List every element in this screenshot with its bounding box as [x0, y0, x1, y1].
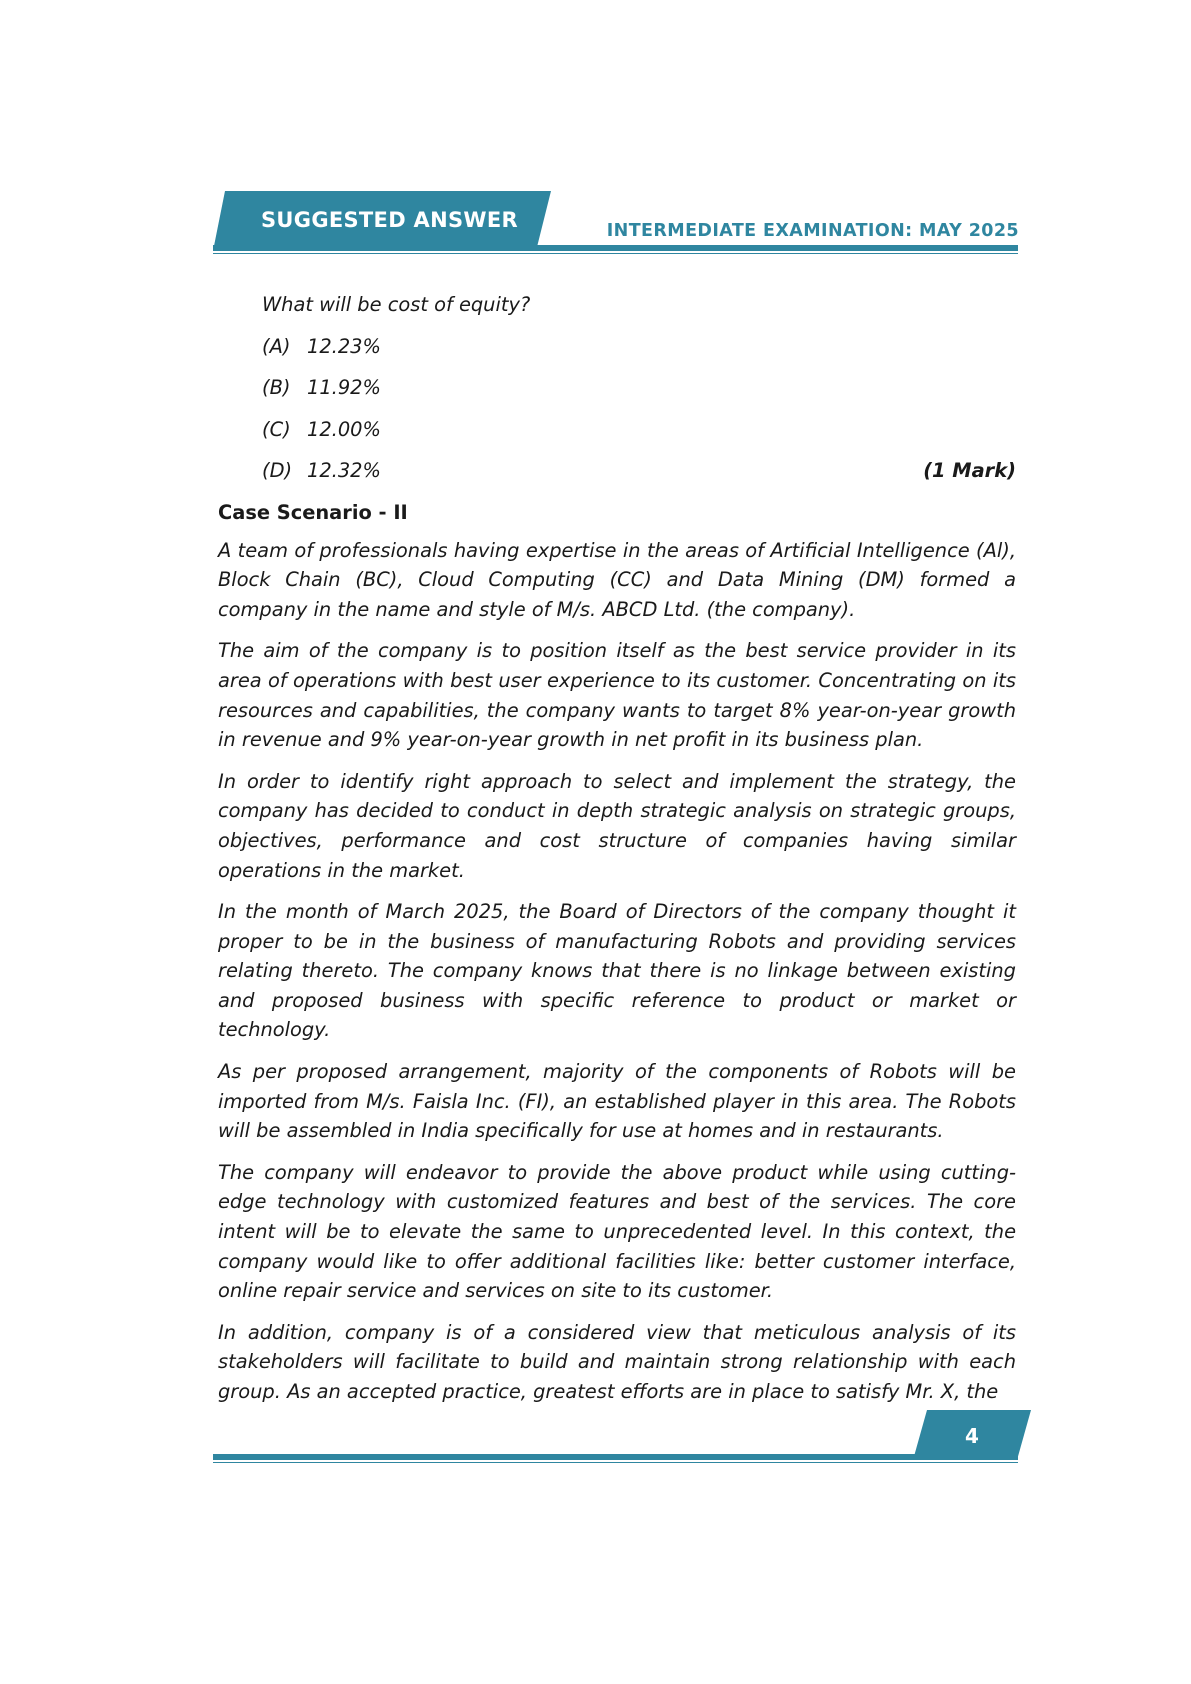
option-a: [262, 332, 1016, 362]
option-c: [262, 415, 1016, 445]
footer-rule-thin: [213, 1462, 1018, 1463]
suggested-answer-label: SUGGESTED ANSWER: [261, 208, 518, 232]
option-d: [262, 456, 1016, 486]
case-paragraph: In addition, company is of a considered view that meticulous analysis of its stakeholders will facilitate to build and maintain strong relationship with each group. As an accepted practice, greatest efforts are in place to satisfy Mr. X, the: [218, 1320, 1016, 1403]
page-number: 4: [965, 1424, 979, 1448]
header-rule-thin: [213, 253, 1018, 254]
exam-title: INTERMEDIATE EXAMINATION: MAY 2025: [606, 221, 1019, 241]
page-content: [218, 290, 1016, 1419]
option-value: 12.00%: [307, 417, 381, 441]
option-b: [262, 373, 1016, 403]
option-value: 12.23%: [307, 334, 381, 358]
marks-label: (1 Mark): [923, 459, 1016, 483]
case-paragraph: A team of professionals having expertise in the areas of Artificial Intelligence (Al), Block Chain (BC), Cloud Computing (CC) and Data Mining (DM) formed a company in the name and style of M/s. ABCD Ltd. (the company).: [218, 538, 1016, 621]
option-value: 12.32%: [307, 459, 381, 483]
question-text: What will be cost of equity?: [262, 293, 531, 316]
option-letter: (B): [262, 376, 291, 400]
footer-rule: [213, 1454, 1018, 1460]
header-rule: [213, 245, 1018, 251]
option-letter: (A): [262, 334, 291, 358]
case-paragraph: In order to identify right approach to select and implement the strategy, the company has decided to conduct in depth strategic analysis on strategic groups, objectives, performance and cost structure of companies having similar operations in the market.: [218, 769, 1016, 882]
case-paragraph: The aim of the company is to position itself as the best service provider in its area of operations with best user experience to its customer. Concentrating on its resources and capabilities, the company wants to target 8% year-on-year growth in revenue and 9% year-on-year growth in net profit in its business plan.: [218, 639, 1016, 752]
option-letter: (C): [262, 417, 291, 441]
case-paragraph: As per proposed arrangement, majority of the components of Robots will be imported from M/s. Faisla Inc. (FI), an established player in this area. The Robots will be assembled in India specifically for use at homes and in restaurants.: [218, 1060, 1016, 1143]
case-paragraph: The company will endeavor to provide the above product while using cutting-edge technology with customized features and best of the services. The core intent will be to elevate the same to unprecedented level. In this context, the company would like to offer additional facilities like: better customer interface, online repair service and services on site to its customer.: [218, 1160, 1016, 1303]
case-heading: Case Scenario - II: [218, 500, 408, 524]
case-paragraph: In the month of March 2025, the Board of Directors of the company thought it proper to be in the business of manufacturing Robots and providing services relating thereto. The company knows that there is no linkage between existing and proposed business with specific reference to product or market or technology.: [218, 900, 1016, 1042]
option-letter: (D): [262, 459, 293, 483]
option-value: 11.92%: [307, 376, 381, 400]
